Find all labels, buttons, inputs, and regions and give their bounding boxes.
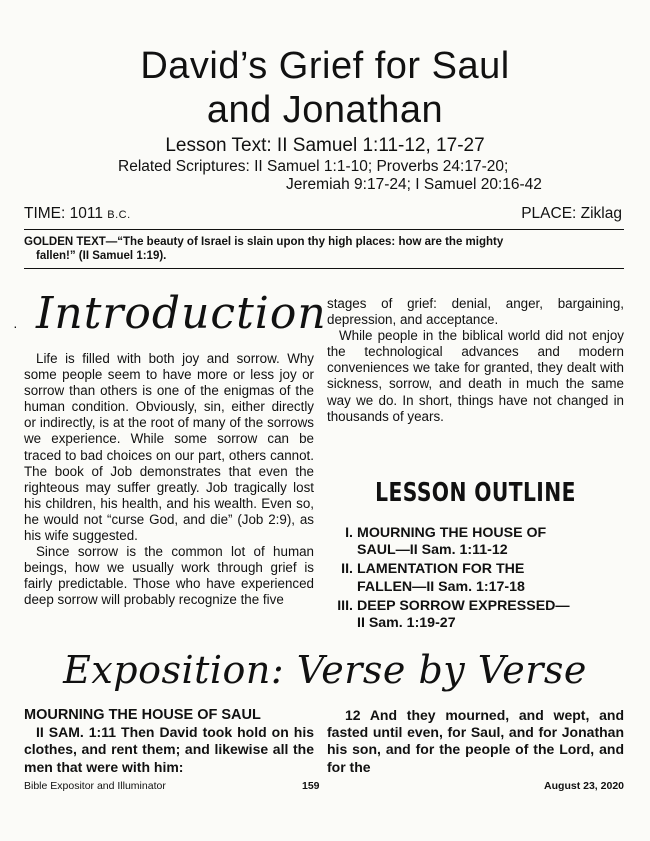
time-label: [24, 205, 131, 223]
outline-item-line2: II Sam. 1:19-27: [357, 615, 456, 632]
time-era: B.C.: [107, 209, 131, 221]
intro-paragraph-1: Life is filled with both joy and sorrow. Why some people seem to have more or less joy or sorrow than others is one of the enigmas of the human condition. Obviously, sin, either directly or indirectly, is at the root of many of the sorrows we experience. While some sorrow can be traced to bad choices on our part, others cannot. The book of Job demonstrates that even the righteous may suffer greatly. Job tragically lost his children, his health, and his wealth. Even so, he would not “curse God, and die” (Job 2:9), as his wife suggested.: [24, 351, 314, 544]
intro-paragraph-4: While people in the biblical world did not enjoy the technological advances and modern conveniences we take for granted, they dealt with sickness, sorrow, and death in much the same way we do. In short, things have not changed in thousands of years.: [327, 328, 624, 424]
outline-item-number: I.: [345, 525, 353, 541]
outline-item-line2: FALLEN—II Sam. 1:17-18: [357, 578, 525, 595]
bullet-mark: ·: [13, 318, 18, 334]
footer-page-number: 159: [302, 780, 320, 792]
introduction-right-column: [327, 296, 624, 425]
exposition-left-column: [24, 707, 314, 776]
outline-item-line1: DEEP SORROW EXPRESSED—: [357, 597, 570, 614]
exposition-heading: Exposition: Verse by Verse: [63, 648, 587, 692]
golden-text: [24, 235, 624, 263]
outline-item: [327, 598, 624, 632]
exposition-right-column: [327, 707, 624, 776]
outline-item-number: II.: [341, 561, 353, 578]
outline-item-line1: MOURNING THE HOUSE OF: [357, 525, 547, 541]
divider-top: [24, 229, 624, 230]
verse-12: 12 And they mourned, and wept, and fasted until even, for Saul, and for Jonathan his son, and for the people of the Lord, and for the: [327, 707, 624, 775]
lesson-title-line2: and Jonathan: [206, 89, 444, 131]
footer-publication: Bible Expositor and Illuminator: [24, 780, 166, 792]
footer-date: August 23, 2020: [544, 780, 624, 792]
divider-golden: [24, 268, 624, 269]
golden-text-line1: GOLDEN TEXT—“The beauty of Israel is slain upon thy high places: how are the mighty: [24, 236, 504, 248]
golden-text-line2: fallen!” (II Samuel 1:19).: [36, 250, 167, 262]
lesson-title-line1: David’s Grief for Saul: [140, 45, 510, 87]
lesson-outline-list: [327, 525, 624, 634]
introduction-left-column: [24, 351, 314, 609]
lesson-text: Lesson Text: II Samuel 1:11-12, 17-27: [165, 135, 485, 156]
place-label: PLACE: Ziklag: [521, 205, 622, 222]
outline-item-number: III.: [337, 597, 353, 614]
verse-11: II SAM. 1:11 Then David took hold on his clothes, and rent them; and likewise all the men that were with him:: [24, 724, 314, 775]
outline-item-line2: SAUL—II Sam. 1:11-12: [357, 542, 508, 559]
time-value: TIME: 1011: [24, 205, 103, 222]
intro-paragraph-3: stages of grief: denial, anger, bargaining, depression, and acceptance.: [327, 296, 624, 328]
outline-item-line1: LAMENTATION FOR THE: [357, 561, 525, 578]
related-line1: Related Scriptures: II Samuel 1:1-10; Proverbs 24:17-20;: [118, 158, 509, 175]
intro-paragraph-2: Since sorrow is the common lot of human beings, how we usually work through grief is fairly predictable. Those who have experienced deep sorrow will probably recognize the five: [24, 544, 314, 608]
related-line2: Jeremiah 9:17-24; I Samuel 20:16-42: [286, 176, 542, 193]
outline-item: [327, 525, 624, 559]
lesson-outline-heading: LESSON OUTLINE: [375, 478, 576, 508]
introduction-heading: Introduction: [36, 288, 327, 339]
related-scriptures: [118, 158, 542, 194]
exposition-section-heading: MOURNING THE HOUSE OF SAUL: [24, 707, 261, 723]
outline-item: [327, 561, 624, 595]
